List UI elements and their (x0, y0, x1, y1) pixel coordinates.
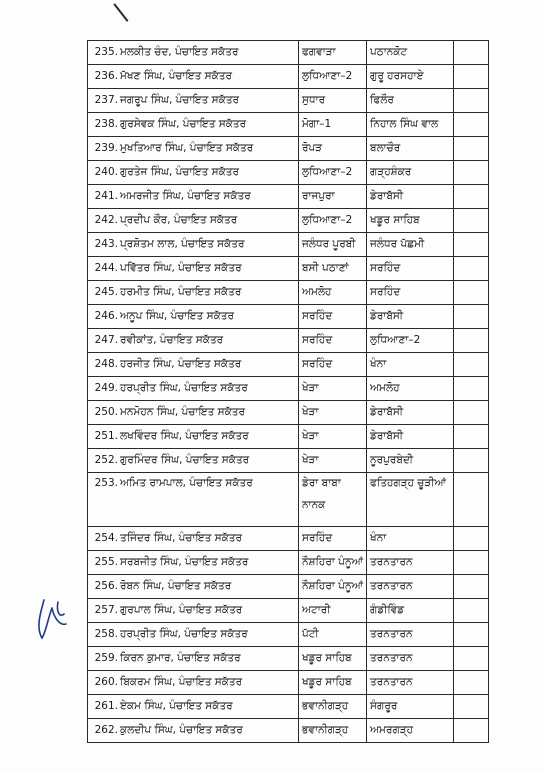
to-station-text: ਫਤਿਹਗੜ੍ਹ ਚੂੜੀਆਂ (370, 477, 446, 489)
employee-name (119, 473, 299, 527)
employee-name (119, 113, 299, 137)
transfer-table-body (88, 41, 489, 743)
employee-name-text: ਸਰਬਜੀਤ ਸਿੰਘ, ਪੰਚਾਇਤ ਸਕੱਤਰ (120, 555, 249, 568)
employee-name-text: ਮਨਮੋਹਨ ਸਿੰਘ, ਪੰਚਾਇਤ ਸਕੱਤਰ (120, 405, 246, 418)
remarks-cell (454, 647, 489, 671)
from-station-text: ਸਰਹਿੰਦ (302, 357, 333, 370)
employee-name-text: ਰੋਬਨ ਸਿੰਘ, ਪੰਚਾਇਤ ਸਕੱਤਰ (120, 579, 232, 592)
from-station (299, 65, 367, 89)
from-station (299, 449, 367, 473)
row-number (88, 137, 120, 161)
from-station (299, 233, 367, 257)
employee-name-text: ਹਰਜੀਤ ਸਿੰਘ, ਪੰਚਾਇਤ ਸਕੱਤਰ (120, 357, 242, 370)
row-number-text: 250. (94, 405, 118, 418)
to-station-text: ਗੁਰੂ ਹਰਸਹਾਏ (370, 69, 424, 82)
row-number (88, 41, 120, 65)
from-station-text: ਪੱਟੀ (302, 627, 319, 640)
from-station (299, 401, 367, 425)
employee-name-text: ਤਜਿੰਦਰ ਸਿੰਘ, ਪੰਚਾਇਤ ਸਕੱਤਰ (120, 531, 243, 544)
row-number-text: 247. (94, 333, 118, 346)
employee-name-text: ਮੱਖਣ ਸਿੰਘ, ਪੰਚਾਇਤ ਸਕੱਤਰ (120, 69, 233, 82)
row-number-text: 244. (94, 261, 118, 274)
row-number (88, 449, 120, 473)
employee-name-text: ਪ੍ਰਦੀਪ ਕੌਰ, ਪੰਚਾਇਤ ਸਕੱਤਰ (120, 213, 238, 226)
from-station-text: ਫਗਵਾੜਾ (302, 45, 336, 58)
employee-name-text: ਬਿਕਰਮ ਸਿੰਘ, ਪੰਚਾਇਤ ਸਕੱਤਰ (120, 675, 243, 688)
to-station-text: ਸੰਗਰੂਰ (370, 699, 398, 712)
row-number (88, 671, 120, 695)
remarks-cell (454, 137, 489, 161)
row-number-text: 253. (94, 477, 118, 489)
remarks-cell (454, 671, 489, 695)
to-station-text: ਡੇਰਾਬੱਸੀ (370, 309, 404, 322)
employee-name (119, 281, 299, 305)
to-station-text: ਤਰਨਤਾਰਨ (370, 651, 413, 664)
remarks-cell (454, 209, 489, 233)
from-station (299, 473, 367, 527)
from-station (299, 161, 367, 185)
row-number (88, 65, 120, 89)
to-station-text: ਖਡੂਰ ਸਾਹਿਬ (370, 213, 420, 226)
remarks-cell (454, 527, 489, 551)
table-row (88, 473, 489, 527)
row-number (88, 647, 120, 671)
to-station (367, 137, 454, 161)
employee-name-text: ਅਮਿਤ ਰਾਮਪਾਲ, ਪੰਚਾਇਤ ਸਕੱਤਰ (120, 477, 253, 489)
to-station (367, 329, 454, 353)
to-station (367, 209, 454, 233)
margin-tick-mark (113, 0, 142, 22)
from-station (299, 89, 367, 113)
employee-name (119, 305, 299, 329)
to-station (367, 695, 454, 719)
to-station (367, 305, 454, 329)
remarks-cell (454, 401, 489, 425)
employee-name (119, 449, 299, 473)
table-row (88, 137, 489, 161)
row-number-text: 242. (94, 213, 118, 226)
from-station-text: ਸਰਹਿੰਦ (302, 333, 333, 346)
to-station-text: ਲੁਧਿਆਣਾ–2 (370, 333, 421, 346)
from-station-text: ਸਰਹਿੰਦ (302, 309, 333, 322)
from-station (299, 719, 367, 743)
to-station-text: ਖੰਨਾ (370, 531, 387, 544)
employee-name-text: ਕਿਰਨ ਕੁਮਾਰ, ਪੰਚਾਇਤ ਸਕੱਤਰ (120, 651, 241, 664)
employee-name (119, 257, 299, 281)
table-row (88, 329, 489, 353)
remarks-cell (454, 65, 489, 89)
from-station-text: ਸੁਧਾਰ (302, 93, 326, 106)
to-station-text: ਡੇਰਾਬੱਸੀ (370, 405, 404, 418)
to-station-text: ਤਰਨਤਾਰਨ (370, 675, 413, 688)
to-station-text: ਸਰਹਿੰਦ (370, 285, 401, 298)
from-station-text: ਖਡੂਰ ਸਾਹਿਬ (302, 675, 352, 688)
employee-name (119, 161, 299, 185)
row-number (88, 473, 120, 527)
row-number (88, 695, 120, 719)
employee-name (119, 647, 299, 671)
employee-name (119, 233, 299, 257)
table-row (88, 305, 489, 329)
table-row (88, 41, 489, 65)
remarks-cell (454, 473, 489, 527)
employee-name (119, 209, 299, 233)
remarks-cell (454, 425, 489, 449)
from-station (299, 209, 367, 233)
employee-name-text: ਕੁਲਦੀਪ ਸਿੰਘ, ਪੰਚਾਇਤ ਸਕੱਤਰ (120, 723, 243, 736)
employee-name (119, 137, 299, 161)
employee-name-text: ਅਮਰਜੀਤ ਸਿੰਘ, ਪੰਚਾਇਤ ਸਕੱਤਰ (120, 189, 251, 202)
table-row (88, 401, 489, 425)
employee-name-text: ਹਰਪ੍ਰੀਤ ਸਿੰਘ, ਪੰਚਾਇਤ ਸਕੱਤਰ (120, 627, 248, 640)
table-row (88, 599, 489, 623)
employee-name-text: ਗੁਰਪਾਲ ਸਿੰਘ, ਪੰਚਾਇਤ ਸਕੱਤਰ (120, 603, 243, 616)
remarks-cell (454, 89, 489, 113)
from-station-text: ਰਾਜਪੁਰਾ (302, 189, 335, 202)
employee-name (119, 599, 299, 623)
remarks-cell (454, 449, 489, 473)
row-number (88, 551, 120, 575)
row-number (88, 353, 120, 377)
row-number (88, 305, 120, 329)
employee-name-text: ਜਗਰੂਪ ਸਿੰਘ, ਪੰਚਾਇਤ ਸਕੱਤਰ (120, 93, 240, 106)
row-number-text: 258. (94, 627, 118, 640)
employee-name-text: ਹਰਮੀਤ ਸਿੰਘ, ਪੰਚਾਇਤ ਸਕੱਤਰ (120, 285, 242, 298)
employee-name-text: ਅਨੂਪ ਸਿੰਘ, ਪੰਚਾਇਤ ਸਕੱਤਰ (120, 309, 234, 322)
table-row (88, 65, 489, 89)
employee-name (119, 41, 299, 65)
from-station (299, 137, 367, 161)
from-station (299, 353, 367, 377)
to-station-text: ਗੰਡੀਵਿੰਡ (370, 603, 405, 616)
from-station-text: ਰੋਪੜ (302, 141, 323, 154)
from-station (299, 281, 367, 305)
row-number (88, 209, 120, 233)
row-number-text: 259. (94, 651, 118, 664)
row-number-text: 235. (94, 45, 118, 58)
table-row (88, 719, 489, 743)
to-station (367, 89, 454, 113)
employee-name-text: ਪਵਿੱਤਰ ਸਿੰਘ, ਪੰਚਾਇਤ ਸਕੱਤਰ (120, 261, 242, 274)
to-station (367, 161, 454, 185)
row-number-text: 238. (94, 117, 118, 130)
from-station-text: ਜਲੰਧਰ ਪੂਰਬੀ (302, 237, 356, 250)
remarks-cell (454, 281, 489, 305)
row-number (88, 281, 120, 305)
to-station (367, 233, 454, 257)
row-number-text: 236. (94, 69, 118, 82)
row-number-text: 251. (94, 429, 118, 442)
table-row (88, 551, 489, 575)
to-station (367, 41, 454, 65)
row-number (88, 89, 120, 113)
from-station-text: ਅਮਲੋਹ (302, 285, 332, 298)
table-row (88, 233, 489, 257)
employee-name-text: ਪ੍ਰਸ਼ੋਤਮ ਲਾਲ, ਪੰਚਾਇਤ ਸਕੱਤਰ (120, 237, 245, 250)
row-number-text: 252. (94, 453, 118, 466)
row-number (88, 575, 120, 599)
to-station-text: ਡੇਰਾਬੱਸੀ (370, 429, 404, 442)
table-row (88, 353, 489, 377)
to-station (367, 257, 454, 281)
to-station (367, 65, 454, 89)
from-station-text: ਲੁਧਿਆਣਾ–2 (302, 165, 353, 178)
from-station (299, 41, 367, 65)
row-number (88, 233, 120, 257)
to-station-text: ਸਰਹਿੰਦ (370, 261, 401, 274)
remarks-cell (454, 377, 489, 401)
from-station-text: ਨੌਸ਼ਹਿਰਾ ਪੰਨੂਆਂ (302, 579, 364, 592)
table-row (88, 281, 489, 305)
row-number-text: 241. (94, 189, 118, 202)
table-row (88, 209, 489, 233)
remarks-cell (454, 551, 489, 575)
row-number (88, 623, 120, 647)
from-station (299, 623, 367, 647)
remarks-cell (454, 257, 489, 281)
to-station-text: ਪਠਾਨਕੋਟ (370, 45, 408, 58)
from-station (299, 257, 367, 281)
to-station (367, 281, 454, 305)
table-row (88, 449, 489, 473)
employee-name (119, 401, 299, 425)
employee-name (119, 329, 299, 353)
employee-name-text: ਲਖਵਿੰਦਰ ਸਿੰਘ, ਪੰਚਾਇਤ ਸਕੱਤਰ (120, 429, 249, 442)
table-row (88, 113, 489, 137)
from-station (299, 329, 367, 353)
employee-name (119, 425, 299, 449)
remarks-cell (454, 41, 489, 65)
to-station-text: ਨਿਹਾਲ ਸਿੰਘ ਵਾਲ (370, 117, 439, 130)
from-station (299, 185, 367, 209)
to-station (367, 425, 454, 449)
remarks-cell (454, 353, 489, 377)
row-number-text: 261. (94, 699, 118, 712)
employee-name-text: ਗੁਰਤੇਜ ਸਿੰਘ, ਪੰਚਾਇਤ ਸਕੱਤਰ (120, 165, 240, 178)
to-station (367, 377, 454, 401)
from-station (299, 551, 367, 575)
from-station (299, 671, 367, 695)
table-row (88, 695, 489, 719)
table-row (88, 377, 489, 401)
to-station-text: ਜਲੰਧਰ ਪੱਛਮੀ (370, 237, 425, 250)
table-row (88, 647, 489, 671)
from-station (299, 377, 367, 401)
row-number-text: 243. (94, 237, 118, 250)
row-number-text: 237. (94, 93, 118, 106)
to-station (367, 671, 454, 695)
to-station-text: ਅਮਰਗੜ੍ਹ (370, 723, 414, 736)
from-station-text: ਬਸੀ ਪਠਾਣਾਂ (302, 261, 349, 274)
row-number-text: 245. (94, 285, 118, 298)
from-station (299, 695, 367, 719)
employee-name-text: ਮੁਖਤਿਆਰ ਸਿੰਘ, ਪੰਚਾਇਤ ਸਕੱਤਰ (120, 141, 254, 154)
handwritten-mark (30, 594, 70, 644)
table-row (88, 623, 489, 647)
to-station-text: ਬਲਾਚੌਰ (370, 141, 401, 154)
to-station-text: ਡੇਰਾਬੱਸੀ (370, 189, 404, 202)
to-station (367, 599, 454, 623)
remarks-cell (454, 161, 489, 185)
to-station (367, 449, 454, 473)
table-row (88, 89, 489, 113)
from-station (299, 113, 367, 137)
row-number (88, 377, 120, 401)
employee-name-text: ਰਵੀਕਾਂਤ, ਪੰਚਾਇਤ ਸਕੱਤਰ (120, 333, 224, 346)
row-number-text: 260. (94, 675, 118, 688)
employee-name (119, 695, 299, 719)
remarks-cell (454, 599, 489, 623)
table-row (88, 185, 489, 209)
remarks-cell (454, 185, 489, 209)
employee-name (119, 377, 299, 401)
row-number (88, 719, 120, 743)
employee-name-text: ਮਲਕੀਤ ਚੰਦ, ਪੰਚਾਇਤ ਸਕੱਤਰ (120, 45, 239, 58)
table-row (88, 257, 489, 281)
employee-name-text: ਗੁਰਸੇਵਕ ਸਿੰਘ, ਪੰਚਾਇਤ ਸਕੱਤਰ (120, 117, 247, 130)
from-station-text: ਅਟਾਰੀ (302, 603, 331, 616)
row-number (88, 527, 120, 551)
row-number (88, 401, 120, 425)
to-station (367, 551, 454, 575)
remarks-cell (454, 719, 489, 743)
row-number (88, 113, 120, 137)
row-number (88, 425, 120, 449)
from-station-text: ਲੁਧਿਆਣਾ–2 (302, 213, 353, 226)
from-station-text: ਖੇੜਾ (302, 405, 319, 418)
from-station-text: ਖੇੜਾ (302, 453, 319, 466)
row-number (88, 599, 120, 623)
from-station-text: ਸਰਹਿੰਦ (302, 531, 333, 544)
remarks-cell (454, 575, 489, 599)
row-number (88, 185, 120, 209)
from-station-text: ਖਡੂਰ ਸਾਹਿਬ (302, 651, 352, 664)
from-station-text: ਭਵਾਨੀਗੜ੍ਹ (302, 699, 349, 712)
from-station-text: ਡੇਰਾ ਬਾਬਾ (302, 477, 341, 489)
remarks-cell (454, 233, 489, 257)
from-station (299, 425, 367, 449)
from-station-text: ਮੋਗਾ–1 (302, 117, 332, 130)
transfer-table (87, 40, 489, 743)
to-station (367, 575, 454, 599)
table-row (88, 575, 489, 599)
employee-name-text: ਏਕਮ ਸਿੰਘ, ਪੰਚਾਇਤ ਸਕੱਤਰ (120, 699, 233, 712)
employee-name (119, 89, 299, 113)
employee-name (119, 353, 299, 377)
from-station-text: ਭਵਾਨੀਗੜ੍ਹ (302, 723, 349, 736)
to-station (367, 719, 454, 743)
from-station (299, 575, 367, 599)
to-station (367, 353, 454, 377)
from-station-text-line2: ਨਾਨਕ (302, 498, 326, 511)
employee-name (119, 527, 299, 551)
to-station (367, 647, 454, 671)
row-number-text: 240. (94, 165, 118, 178)
table-row (88, 527, 489, 551)
to-station-text: ਤਰਨਤਾਰਨ (370, 579, 413, 592)
employee-name (119, 65, 299, 89)
to-station-text: ਖੰਨਾ (370, 357, 387, 370)
employee-name-text: ਗੁਰਮਿੰਦਰ ਸਿੰਘ, ਪੰਚਾਇਤ ਸਕੱਤਰ (120, 453, 250, 466)
employee-name (119, 671, 299, 695)
row-number (88, 161, 120, 185)
from-station (299, 527, 367, 551)
remarks-cell (454, 329, 489, 353)
to-station-text: ਤਰਨਤਾਰਨ (370, 555, 413, 568)
remarks-cell (454, 695, 489, 719)
to-station (367, 113, 454, 137)
to-station (367, 527, 454, 551)
row-number (88, 257, 120, 281)
employee-name-text: ਹਰਪ੍ਰੀਤ ਸਿੰਘ, ਪੰਚਾਇਤ ਸਕੱਤਰ (120, 381, 248, 394)
to-station-text: ਅਮਲੋਹ (370, 381, 400, 394)
to-station-text: ਤਰਨਤਾਰਨ (370, 627, 413, 640)
row-number-text: 249. (94, 381, 118, 394)
row-number-text: 246. (94, 309, 118, 322)
from-station-text: ਖੇੜਾ (302, 381, 319, 394)
from-station-text: ਨੌਸ਼ਹਿਰਾ ਪੰਨੂਆਂ (302, 555, 364, 568)
employee-name (119, 185, 299, 209)
employee-name (119, 575, 299, 599)
remarks-cell (454, 623, 489, 647)
row-number-text: 262. (94, 723, 118, 736)
row-number-text: 256. (94, 579, 118, 592)
to-station (367, 401, 454, 425)
to-station-text: ਗੜ੍ਹਸ਼ੰਕਰ (370, 165, 412, 178)
to-station-text: ਫਿਲੌਰ (370, 93, 394, 106)
employee-name (119, 719, 299, 743)
row-number-text: 255. (94, 555, 118, 568)
row-number-text: 257. (94, 603, 118, 616)
from-station (299, 647, 367, 671)
row-number-text: 239. (94, 141, 118, 154)
table-row (88, 671, 489, 695)
row-number (88, 329, 120, 353)
table-row (88, 425, 489, 449)
to-station (367, 185, 454, 209)
to-station-text: ਨੂਰਪੁਰਬੇਦੀ (370, 453, 414, 466)
table-row (88, 161, 489, 185)
from-station (299, 305, 367, 329)
from-station-text: ਲੁਧਿਆਣਾ–2 (302, 69, 353, 82)
row-number-text: 248. (94, 357, 118, 370)
to-station (367, 473, 454, 527)
from-station (299, 599, 367, 623)
to-station (367, 623, 454, 647)
employee-name (119, 623, 299, 647)
from-station-text: ਖੇੜਾ (302, 429, 319, 442)
remarks-cell (454, 113, 489, 137)
employee-name (119, 551, 299, 575)
remarks-cell (454, 305, 489, 329)
row-number-text: 254. (94, 531, 118, 544)
